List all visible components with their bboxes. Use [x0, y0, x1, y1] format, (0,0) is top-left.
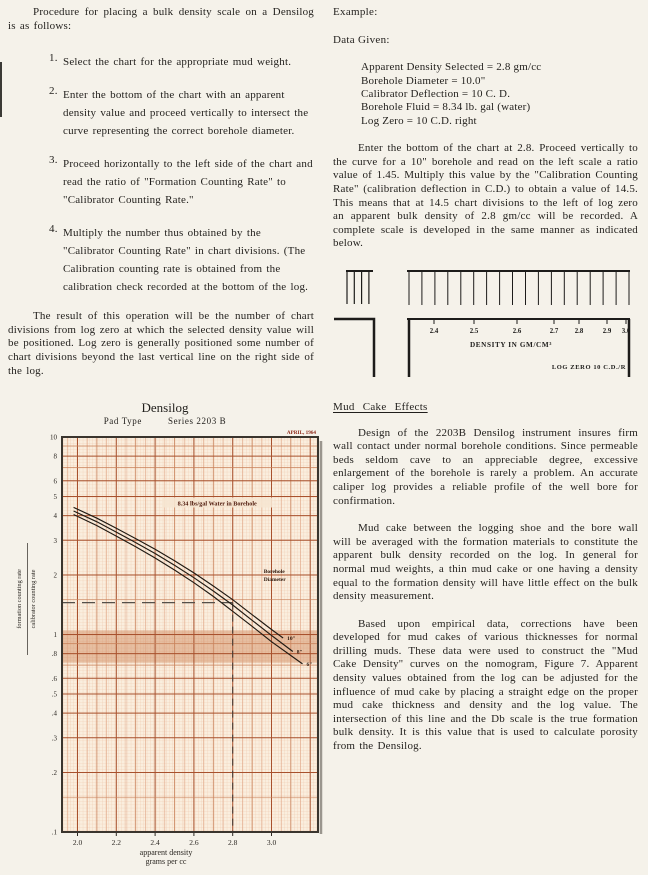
svg-text:.1: .1	[51, 828, 57, 837]
svg-text:calibrator counting rate: calibrator counting rate	[30, 569, 37, 629]
data-given-list	[361, 61, 638, 128]
svg-text:3.0: 3.0	[266, 838, 277, 847]
svg-text:5: 5	[53, 493, 57, 501]
mud-cake-effects-heading: Mud Cake Effects	[333, 400, 428, 413]
data-given-line: Calibrator Deflection = 10 C. D.	[361, 88, 511, 100]
data-given-line: Borehole Fluid = 8.34 lb. gal (water)	[361, 101, 531, 114]
scan-artifact	[0, 62, 2, 117]
svg-text:8": 8"	[296, 649, 303, 656]
procedure-step	[8, 85, 314, 139]
density-scale-diagram	[333, 267, 638, 385]
svg-text:10": 10"	[287, 636, 296, 642]
right-column	[333, 6, 638, 754]
x-axis-tick-labels	[73, 832, 277, 847]
step-number: 4.	[49, 223, 58, 236]
mud-cake-paragraph-3: Based upon empirical data, corrections have been developed for mud cakes of various thicknesses for normal drilling muds. These data were used to construct the "Mud Cake Density" curves on the nomogram, Figure 7. Apparent density values obtained from the log can be adjusted for the influence of mud cake by placing a straight edge on the proper mud cake thickness and density and the log value. The intersection of this line and the Db scale is the true formation bulk density. It is this value that is used to calculate porosity from the Densilog.	[333, 617, 638, 753]
intro-paragraph: Procedure for placing a bulk density scale on a Densilog is as follows:	[8, 6, 314, 32]
svg-text:.8: .8	[51, 650, 57, 659]
step-text: Enter the bottom of the chart with an apparent density value and proceed vertically to intersect the curve representing the correct borehole diameter.	[63, 89, 309, 138]
svg-text:8: 8	[53, 452, 57, 461]
svg-text:10: 10	[50, 433, 57, 442]
svg-text:2.5: 2.5	[469, 327, 479, 335]
svg-text:3.0: 3.0	[621, 327, 631, 335]
svg-text:2.2: 2.2	[111, 838, 121, 847]
densilog-chart	[6, 400, 324, 875]
main-comb	[407, 271, 630, 305]
svg-text:2.6: 2.6	[189, 838, 199, 847]
step-number: 1.	[49, 52, 58, 65]
log-zero-label: LOG ZERO 10 C.D./R	[551, 363, 626, 371]
water-annotation	[162, 498, 272, 508]
x-axis-label	[140, 848, 193, 866]
left-column	[8, 6, 314, 378]
svg-text:2.7: 2.7	[549, 327, 559, 335]
svg-text:1: 1	[53, 631, 57, 639]
svg-text:apparent density: apparent density	[139, 848, 193, 857]
svg-text:.5: .5	[51, 690, 57, 699]
mud-cake-paragraph-2: Mud cake between the logging shoe and the bore wall will be averaged with the formation materials to constitute the apparent bulk density recorded on the log. In general for normal mud weights, a thin mud cake or one having a density equal to the formation density will have little effect on the bulk density measurement.	[333, 522, 638, 603]
y-axis-tick-labels	[50, 434, 58, 837]
svg-text:4: 4	[53, 512, 57, 521]
step-text: Proceed horizontally to the left side of the chart and read the ratio of "Formation Counting Rate" to "Calibrator Counting Rate."	[63, 158, 313, 207]
svg-text:2.4: 2.4	[429, 327, 439, 335]
procedure-step	[8, 223, 314, 295]
chart-title: Densilog	[141, 400, 189, 415]
result-paragraph: The result of this operation will be the number of chart divisions from log zero at which the selected density value will be positioned. Log zero is generally positioned some number of chart divisions beyond the last vertical line on the right side of the log.	[8, 310, 314, 377]
svg-text:2.8: 2.8	[574, 327, 584, 335]
density-axis-label: DENSITY IN GM/CM³	[470, 340, 552, 349]
step-number: 3.	[49, 154, 58, 167]
svg-text:6: 6	[53, 477, 57, 486]
svg-text:Borehole: Borehole	[263, 568, 285, 575]
data-given-line: Borehole Diameter = 10.0"	[361, 74, 486, 87]
data-given-heading: Data Given:	[333, 33, 390, 46]
y-axis-label	[16, 543, 37, 655]
svg-text:formation counting rate: formation counting rate	[16, 569, 23, 629]
svg-text:.2: .2	[51, 769, 57, 777]
svg-text:.6: .6	[51, 674, 57, 683]
chart-subtitle-pad-type: Pad Type	[103, 416, 142, 426]
left-comb	[346, 271, 373, 304]
svg-text:Diameter: Diameter	[263, 576, 286, 583]
mud-cake-paragraph-1: Design of the 2203B Densilog instrument insures firm wall contact under normal borehole conditions. Since permeable beds seldom cave to an appreciable degree, excessive enlargement of the borehole is rarely a problem. An accurate caliper log provides a reliable profile of the well bore for confirmation.	[333, 426, 638, 507]
svg-text:8.34 lbs/gal Water in Boreh: 8.34 lbs/gal Water in Borehole	[177, 500, 257, 508]
svg-text:6": 6"	[306, 661, 313, 668]
chart-subtitle	[6, 415, 324, 427]
step-text: Select the chart for the appropriate mud weight.	[63, 56, 292, 69]
svg-text:grams per cc: grams per cc	[145, 857, 187, 866]
svg-text:3: 3	[53, 536, 57, 545]
svg-text:2.6: 2.6	[512, 327, 522, 335]
procedure-step	[8, 52, 314, 70]
svg-text:2.8: 2.8	[228, 838, 238, 847]
step-number: 2.	[49, 85, 58, 98]
example-paragraph: Enter the bottom of the chart at 2.8. Proceed vertically to the curve for a 10" borehole and read on the left scale a ratio value of 1.45. Multiply this value by the "Calibration Counting Rate" (calibration deflection in C.D.) to obtain a value of 14.5. This means that at 14.5 chart divisions to the left of log zero an apparent bulk density of 2.8 gm/cc will be recorded. A complete scale is developed in the same manner as indicated below.	[333, 142, 638, 250]
procedure-step	[8, 154, 314, 208]
data-given-line: Log Zero = 10 C.D. right	[361, 114, 477, 127]
grid-lines	[62, 437, 318, 832]
svg-text:2.9: 2.9	[602, 327, 612, 335]
step-text: Multiply the number thus obtained by the "Calibrator Counting Rate" in chart divisions. (The Calibration counting rate is obtained from the calibration check recorded at the bottom of the log.	[63, 227, 309, 294]
example-heading: Example:	[333, 6, 378, 18]
svg-text:2.0: 2.0	[72, 838, 83, 847]
densilog-plot	[6, 427, 324, 875]
svg-text:2.4: 2.4	[150, 838, 160, 847]
data-given-line: Apparent Density Selected = 2.8 gm/cc	[361, 61, 542, 74]
svg-text:.4: .4	[51, 709, 57, 718]
chart-date-note: APRIL, 1964	[286, 430, 316, 436]
svg-text:2: 2	[53, 571, 57, 580]
svg-text:.3: .3	[51, 734, 57, 743]
chart-subtitle-series: Series 2203 B	[167, 416, 227, 426]
log-corner	[334, 319, 374, 377]
